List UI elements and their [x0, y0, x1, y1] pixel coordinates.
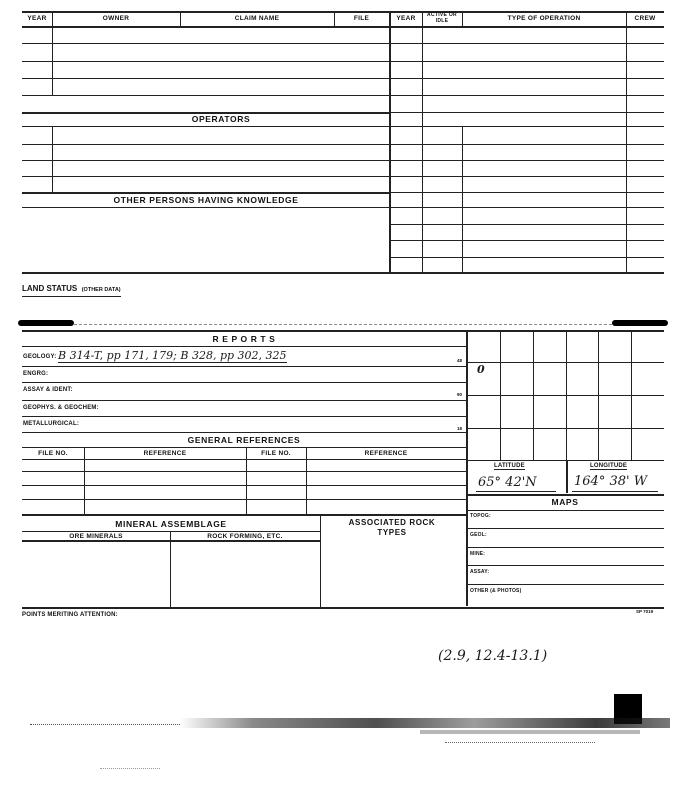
associated-rock-types: ASSOCIATED ROCK TYPES [348, 518, 436, 537]
latitude-value: 65° 42'N [478, 475, 537, 490]
report-label-geophys: GEOPHYS. & GEOCHEM: [23, 405, 99, 411]
col-year: YEAR [27, 15, 47, 22]
report-label-metallurgical: METALLURGICAL: [23, 421, 80, 427]
report-num-metallurgical: 18 [457, 426, 463, 431]
longitude-value: 164° 38' W [574, 474, 648, 489]
ref-col-file-no-2: FILE NO. [261, 450, 291, 457]
maps-mine: MINE: [470, 551, 486, 557]
ref-col-reference-1: REFERENCE [143, 450, 187, 457]
land-status-label: LAND STATUS (OTHER DATA) [22, 278, 121, 297]
maps-title: MAPS [551, 497, 579, 507]
grid-mark: 0 [477, 363, 485, 376]
maps-topog: TOPOG: [470, 513, 491, 519]
maps-assay: ASSAY: [470, 569, 490, 575]
report-value-geology: B 314-T, pp 171, 179; B 328, pp 302, 325 [58, 349, 287, 362]
col-active-or-idle: ACTIVE OR IDLE [427, 12, 457, 24]
maps-geol: GEOL: [470, 532, 487, 538]
redaction-bar-left [18, 320, 74, 326]
latitude-label: LATITUDE [494, 463, 525, 469]
col-file: FILE [353, 15, 370, 22]
mineral-assemblage-title: MINERAL ASSEMBLAGE [115, 519, 227, 529]
ref-col-reference-2: REFERENCE [364, 450, 408, 457]
ref-col-file-no-1: FILE NO. [38, 450, 68, 457]
handwritten-note: (2.9, 12.4-13.1) [438, 648, 548, 664]
report-num-assay: 90 [457, 392, 463, 397]
col-crew: CREW [634, 15, 656, 22]
report-label-geology: GEOLOGY: [23, 354, 57, 360]
points-meriting-attention: POINTS MERITING ATTENTION: [22, 612, 118, 618]
col-type-of-operation: TYPE OF OPERATION [507, 15, 581, 22]
maps-other: OTHER (& PHOTOS) [470, 588, 522, 594]
col-owner: OWNER [102, 15, 130, 22]
report-label-assay: ASSAY & IDENT: [23, 387, 73, 393]
report-label-engrg: ENGRG: [23, 371, 49, 377]
rock-forming-header: ROCK FORMING, ETC. [170, 533, 320, 541]
form-number: SP 7019 [636, 609, 654, 614]
operators-title: OPERATORS [191, 114, 251, 124]
reports-title: R E P O R T S [212, 334, 276, 344]
longitude-label: LONGITUDE [590, 463, 628, 469]
col-year-2: YEAR [396, 15, 416, 22]
report-num-geology: 48 [457, 358, 463, 363]
redaction-bar-right [612, 320, 668, 326]
col-claim-name: CLAIM NAME [234, 15, 280, 22]
ore-minerals-header: ORE MINERALS [22, 533, 170, 541]
general-references-title: GENERAL REFERENCES [187, 435, 301, 445]
other-persons-title: OTHER PERSONS HAVING KNOWLEDGE [113, 195, 299, 205]
